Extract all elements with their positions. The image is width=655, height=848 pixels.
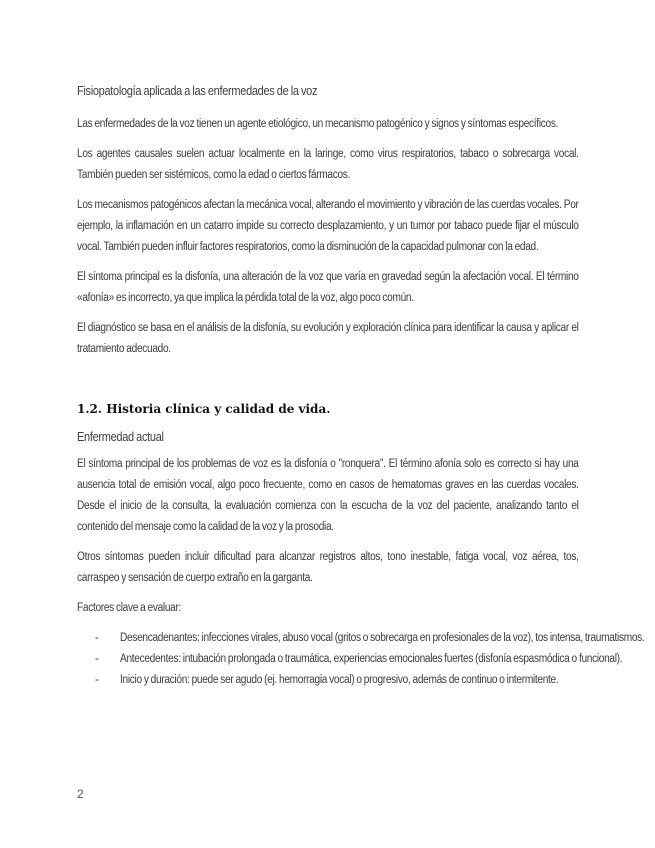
paragraph: El síntoma principal es la disfonía, una alteración de la voz que varía en gravedad según la afectación vocal. El término «afonía» es incorrecto, ya que implica la pérdida total de la voz, algo poco común. <box>77 271 579 304</box>
paragraph: Los mecanismos patogénicos afectan la mecánica vocal, alterando el movimiento y vibración de las cuerdas vocales. Por ejemplo, la inflamación en un catarro impide su correcto desplazamiento, y un tumor por tabaco puede fijar el músculo vocal. También pueden influir factores respiratorios, como la disminución de la capacidad pulmonar con la edad. <box>77 199 579 253</box>
list-item <box>77 670 579 691</box>
paragraph: El síntoma principal de los problemas de voz es la disfonía o "ronquera". El término afonía solo es correcto si hay una ausencia total de emisión vocal, algo poco frecuente, como en casos de hematomas graves en las cuerdas vocales. Desde el inicio de la consulta, la evaluación comienza con la escucha de la voz del paciente, analizando tanto el contenido del mensaje como la calidad de la voz y la prosodia. <box>77 458 579 533</box>
factors-list <box>77 628 645 691</box>
list-item-text: Inicio y duración: puede ser agudo (ej. hemorragia vocal) o progresivo, además de continuo o intermitente. <box>120 674 559 686</box>
list-item <box>77 649 623 670</box>
subheading: Enfermedad actual <box>77 430 164 444</box>
paragraph: Otros síntomas pueden incluir dificultad para alcanzar registros altos, tono inestable, fatiga vocal, voz aérea, tos, carraspeo y sensación de cuerpo extraño en la garganta. <box>77 551 579 584</box>
list-item <box>77 628 645 649</box>
section-title: 1.2. Historia clínica y calidad de vida. <box>77 402 331 416</box>
page-content <box>77 84 645 691</box>
list-marker: - <box>95 653 99 665</box>
paragraph: Los agentes causales suelen actuar localmente en la laringe, como virus respiratorios, tabaco o sobrecarga vocal. También pueden ser sistémicos, como la edad o ciertos fármacos. <box>77 148 579 181</box>
list-item-text: Antecedentes: intubación prolongada o traumática, experiencias emocionales fuertes (disfonía espasmódica o funcional). <box>120 653 623 665</box>
list-marker: - <box>95 632 99 644</box>
paragraph: El diagnóstico se basa en el análisis de la disfonía, su evolución y exploración clínica para identificar la causa y aplicar el tratamiento adecuado. <box>77 322 579 355</box>
list-marker: - <box>95 674 99 686</box>
list-item-text: Desencadenantes: infecciones virales, abuso vocal (gritos o sobrecarga en profesionales de la voz), tos intensa, traumatismos. <box>120 632 645 644</box>
subsection-heading: Fisiopatología aplicada a las enfermedades de la voz <box>77 84 318 98</box>
paragraph: Las enfermedades de la voz tienen un agente etiológico, un mecanismo patogénico y signos y síntomas específicos. <box>77 118 559 130</box>
page-number: 2 <box>77 787 84 801</box>
list-intro: Factores clave a evaluar: <box>77 602 182 614</box>
